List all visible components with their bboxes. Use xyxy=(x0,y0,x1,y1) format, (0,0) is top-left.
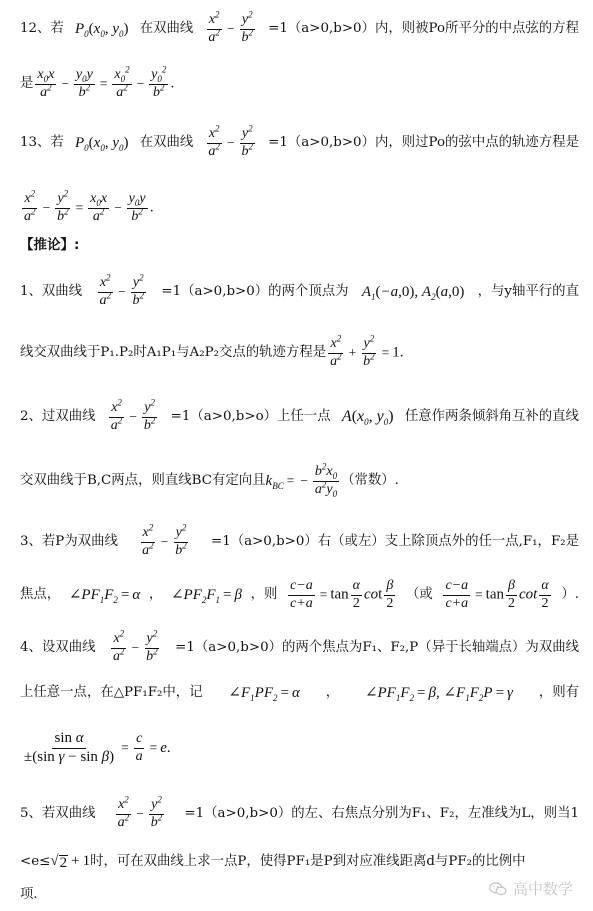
hyperbola-equation: $\frac{x^2}{a^2}$ − $\frac{y^2}{b^2}$ xyxy=(110,397,156,433)
corollary-5-text-2: 时，可在双曲线上求一点P，使得PF₁是P到对应准线距离d与PF₂的比例中 xyxy=(90,854,526,870)
corollary-1-line-1 xyxy=(20,270,579,314)
corollary-4-line-1 xyxy=(20,626,579,670)
watermark-text: 高中数学 xyxy=(512,880,573,898)
corollary-3-focus: 焦点， xyxy=(20,587,61,603)
corollary-heading: 【推论】: xyxy=(20,237,80,254)
sqrt2-plus-1-formula: √ 2 + 1 xyxy=(50,852,91,871)
item-13-text: 在双曲线 xyxy=(139,135,194,151)
corollary-3-line-2 xyxy=(20,572,579,618)
corollary-5-text: =1（a>0,b>0）的左、右焦点分别为F₁、F₂，左准线为L，则当1 xyxy=(184,806,579,822)
angle-beta-formula: $\angle PF_2F_1 = \beta$ xyxy=(170,586,242,605)
corollary-5-line-2 xyxy=(20,850,579,874)
corollary-5-line-1 xyxy=(20,792,579,836)
item-13-prefix: 13、若 xyxy=(20,135,64,151)
point-a-formula: $A(x_0$, $y_0$) xyxy=(341,408,394,428)
item-13-line-2 xyxy=(20,186,579,230)
tangent-ratio-formula: $\frac{c-a}{c+a}$ = tan $\frac{\alpha}{2}$ cot $\frac{\beta}{2}$ xyxy=(290,577,394,611)
corollary-3-comma: ， xyxy=(148,587,163,603)
angle-alpha-formula: $\angle PF_1F_2 = \alpha$ xyxy=(68,586,141,605)
hyperbola-equation: $\frac{x^2}{a^2}$ − $\frac{y^2}{b^2}$ xyxy=(113,628,158,664)
corollary-4-triangle-text: 上任意一点，在△PF₁F₂中，记 xyxy=(20,685,203,701)
watermark xyxy=(489,878,573,899)
corollary-4-prefix: 4、设双曲线 xyxy=(20,640,96,656)
corollary-2-text: =1（a>0,b>o）上任一点 xyxy=(170,409,331,425)
corollary-3-prefix: 3、若P为双曲线 xyxy=(20,534,118,550)
item-12-is: 是 xyxy=(20,76,34,92)
item-12-line-1 xyxy=(20,8,579,50)
corollary-3-or: （或 xyxy=(406,587,433,603)
corollary-4-text: =1（a>0,b>0）的两个焦点为F₁、F₂,P（异于长轴端点）为双曲线 xyxy=(175,640,579,656)
corollary-1-text-2: ，与y轴平行的直 xyxy=(477,284,579,300)
corollary-5-end: 项. xyxy=(20,887,38,903)
corollary-5-range-start: <e≤ xyxy=(20,854,51,870)
corollary-4-line-2 xyxy=(20,682,579,704)
angle-alpha-formula: $\angle F_1PF_2 = \alpha$ xyxy=(228,684,300,703)
midpoint-locus-equation: $\frac{x^2}{a^2}$ − $\frac{y^2}{b^2}$ = $\frac{x_0x}{a^2}$ − $\frac{y_0y}{b^2}$ . xyxy=(24,188,154,224)
item-12-prefix: 12、若 xyxy=(20,21,64,37)
corollary-3-text: =1（a>0,b>0）右（或左）支上除顶点外的任一点,F₁，F₂是 xyxy=(210,534,579,550)
corollary-4-comma: ， xyxy=(325,685,340,701)
item-12-line-2 xyxy=(20,62,579,106)
item-13-line-1 xyxy=(20,122,579,164)
ellipse-locus-equation: $\frac{x^2}{a^2}$ + $\frac{y^2}{b^2}$ = 1. xyxy=(330,333,404,369)
corollary-heading-line xyxy=(20,237,579,255)
corollary-4-then: ，则有 xyxy=(538,685,579,701)
hyperbola-equation: $\frac{x^2}{a^2}$ − $\frac{y^2}{b^2}$ xyxy=(117,794,163,830)
item-12-condition: =1（a>0,b>0）内，则被Po所平分的中点弦的方程 xyxy=(268,21,579,37)
corollary-3-line-1 xyxy=(20,520,579,564)
eccentricity-formula: $\frac{\text{sin α}}{\text{±(sin γ − sin β)}}$ = $\frac{c}{a}$ = e. xyxy=(24,729,171,765)
vertices-formula: $A_1(-a,0)$, $A_2(a,0)$ xyxy=(361,283,465,302)
corollary-1-text: =1（a>0,b>0）的两个顶点为 xyxy=(161,284,349,300)
corollary-2-text-2: 任意作两条倾斜角互补的直线 xyxy=(404,409,579,425)
hyperbola-equation: $\frac{x^2}{a^2}$ − $\frac{y^2}{b^2}$ xyxy=(208,9,253,45)
corollary-1-locus-text: 线交双曲线于P₁.P₂时A₁P₁与A₂P₂交点的轨迹方程是 xyxy=(20,345,327,361)
chord-equation: $\frac{x_0x}{a^2}$ − $\frac{y_0y}{b^2}$ = $\frac{x_0^2}{a^2}$ − $\frac{y_0^2}{b^2}$ . xyxy=(37,64,175,100)
corollary-1-line-2 xyxy=(20,330,579,376)
tangent-ratio-alt-formula: $\frac{c-a}{c+a}$ = tan $\frac{\beta}{2}$ cot $\frac{\alpha}{2}$ xyxy=(445,577,549,611)
wechat-icon xyxy=(489,882,507,896)
item-12-text: 在双曲线 xyxy=(139,21,194,37)
corollary-5-prefix: 5、若双曲线 xyxy=(20,806,96,822)
corollary-2-constant: （常数）. xyxy=(341,473,399,489)
slope-bc-formula: $k_{BC}$ = − $\frac{b^2x_0}{a^2y_0}$ xyxy=(265,461,338,499)
hyperbola-equation: $\frac{x^2}{a^2}$ − $\frac{y^2}{b^2}$ xyxy=(99,272,144,308)
corollary-2-line-1 xyxy=(20,395,579,439)
hyperbola-equation: $\frac{x^2}{a^2}$ − $\frac{y^2}{b^2}$ xyxy=(208,123,253,159)
hyperbola-equation: $\frac{x^2}{a^2}$ − $\frac{y^2}{b^2}$ xyxy=(142,522,187,558)
corollary-2-slope-text: 交双曲线于B,C两点，则直线BC有定向且 xyxy=(20,473,266,489)
corollary-3-then: ，则 xyxy=(250,587,278,603)
point-p0-formula: $P_0(x_0$, $y_0$) xyxy=(75,134,129,153)
item-13-condition: =1（a>0,b>0）内，则过Po的弦中点的轨迹方程是 xyxy=(268,135,579,151)
angle-beta-gamma-formula: $\angle PF_1F_2 = \beta$, $\angle F_1F_2P = \gamma$ xyxy=(364,684,513,703)
corollary-3-end: ）. xyxy=(561,587,579,603)
corollary-1-prefix: 1、双曲线 xyxy=(20,284,83,300)
corollary-4-line-3 xyxy=(20,726,579,770)
corollary-2-prefix: 2、过双曲线 xyxy=(20,409,96,425)
point-p0-formula: $P_0(x_0$, $y_0$) xyxy=(75,20,129,39)
corollary-2-line-2 xyxy=(20,456,579,506)
